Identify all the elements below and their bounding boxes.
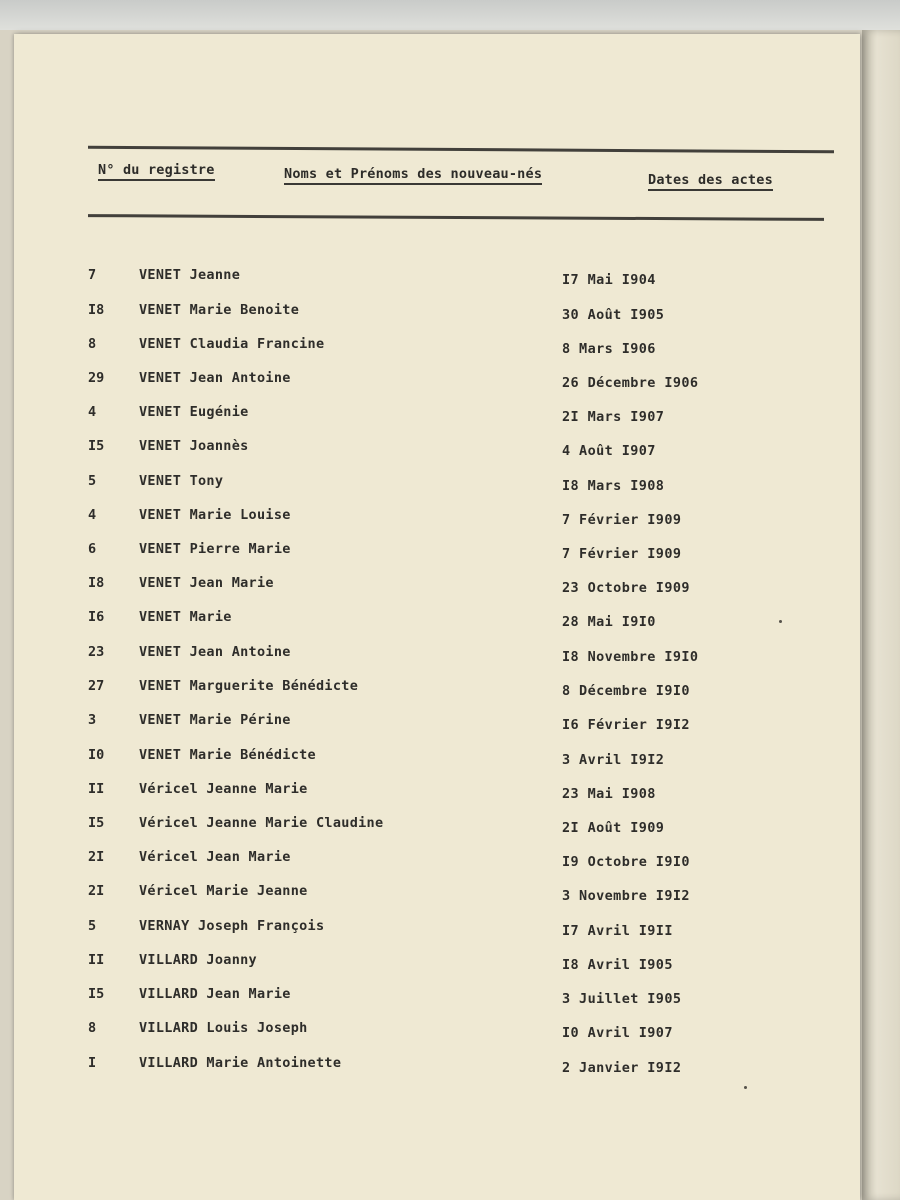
act-date: I6 Février I9I2 bbox=[562, 717, 690, 733]
register-row bbox=[14, 883, 860, 907]
register-row bbox=[14, 815, 860, 839]
newborn-name: VENET Marie bbox=[139, 609, 232, 625]
act-date: I8 Avril I905 bbox=[562, 957, 673, 973]
newborn-name: VENET Marie Louise bbox=[139, 507, 291, 523]
act-date: 2 Janvier I9I2 bbox=[562, 1060, 682, 1076]
column-header-names: Noms et Prénoms des nouveau-nés bbox=[284, 166, 542, 185]
act-date: 7 Février I909 bbox=[562, 512, 682, 528]
newborn-name: Véricel Jeanne Marie bbox=[139, 781, 308, 797]
register-row bbox=[14, 712, 860, 736]
newborn-name: VENET Claudia Francine bbox=[139, 336, 325, 352]
newborn-name: VENET Tony bbox=[139, 473, 224, 489]
register-number: 5 bbox=[88, 473, 97, 489]
newborn-name: VENET Jean Antoine bbox=[139, 644, 291, 660]
newborn-name: VILLARD Joanny bbox=[139, 952, 257, 968]
register-number: 27 bbox=[88, 678, 105, 694]
newborn-name: VENET Joannès bbox=[139, 438, 249, 454]
ink-speck bbox=[744, 1086, 747, 1089]
act-date: 30 Août I905 bbox=[562, 307, 665, 323]
register-row bbox=[14, 404, 860, 428]
act-date: I8 Mars I908 bbox=[562, 478, 665, 494]
newborn-name: VENET Pierre Marie bbox=[139, 541, 291, 557]
register-number: 3 bbox=[88, 712, 97, 728]
register-row bbox=[14, 781, 860, 805]
newborn-name: VILLARD Jean Marie bbox=[139, 986, 291, 1002]
act-date: 8 Décembre I9I0 bbox=[562, 683, 690, 699]
register-number: I8 bbox=[88, 302, 105, 318]
table-surface bbox=[0, 0, 900, 30]
newborn-name: VENET Marie Benoite bbox=[139, 302, 300, 318]
newborn-name: Véricel Marie Jeanne bbox=[139, 883, 308, 899]
newborn-name: VENET Marie Périne bbox=[139, 712, 291, 728]
act-date: 2I Août I909 bbox=[562, 820, 665, 836]
register-number: 29 bbox=[88, 370, 105, 386]
register-number: 8 bbox=[88, 1020, 97, 1036]
register-row bbox=[14, 438, 860, 462]
register-row bbox=[14, 952, 860, 976]
act-date: 3 Novembre I9I2 bbox=[562, 888, 690, 904]
ink-speck bbox=[779, 620, 782, 623]
register-row bbox=[14, 267, 860, 291]
register-row bbox=[14, 302, 860, 326]
register-number: I bbox=[88, 1055, 97, 1071]
register-number: 6 bbox=[88, 541, 97, 557]
newborn-name: VENET Marguerite Bénédicte bbox=[139, 678, 359, 694]
register-number: I5 bbox=[88, 438, 105, 454]
act-date: 2I Mars I907 bbox=[562, 409, 665, 425]
register-entries bbox=[14, 34, 860, 1200]
newborn-name: Véricel Jean Marie bbox=[139, 849, 291, 865]
register-row bbox=[14, 678, 860, 702]
column-header-register-number: N° du registre bbox=[98, 162, 215, 181]
register-number: I5 bbox=[88, 986, 105, 1002]
column-header-dates: Dates des actes bbox=[648, 172, 773, 191]
typed-register-page bbox=[14, 34, 860, 1200]
register-row bbox=[14, 849, 860, 873]
register-row bbox=[14, 507, 860, 531]
newborn-name: VENET Jean Antoine bbox=[139, 370, 291, 386]
act-date: 7 Février I909 bbox=[562, 546, 682, 562]
act-date: 8 Mars I906 bbox=[562, 341, 656, 357]
register-number: 2I bbox=[88, 883, 105, 899]
act-date: 23 Mai I908 bbox=[562, 786, 656, 802]
newborn-name: VERNAY Joseph François bbox=[139, 918, 325, 934]
register-number: 5 bbox=[88, 918, 97, 934]
register-number: II bbox=[88, 781, 105, 797]
register-row bbox=[14, 541, 860, 565]
register-number: 2I bbox=[88, 849, 105, 865]
newborn-name: Véricel Jeanne Marie Claudine bbox=[139, 815, 384, 831]
register-number: I0 bbox=[88, 747, 105, 763]
register-number: 23 bbox=[88, 644, 105, 660]
act-date: 3 Avril I9I2 bbox=[562, 752, 665, 768]
act-date: I0 Avril I907 bbox=[562, 1025, 673, 1041]
act-date: 28 Mai I9I0 bbox=[562, 614, 656, 630]
act-date: 3 Juillet I905 bbox=[562, 991, 682, 1007]
act-date: I8 Novembre I9I0 bbox=[562, 649, 699, 665]
act-date: 4 Août I907 bbox=[562, 443, 656, 459]
act-date: I7 Mai I904 bbox=[562, 272, 656, 288]
register-number: 4 bbox=[88, 507, 97, 523]
register-row bbox=[14, 1020, 860, 1044]
newborn-name: VENET Marie Bénédicte bbox=[139, 747, 316, 763]
register-number: 4 bbox=[88, 404, 97, 420]
act-date: 26 Décembre I906 bbox=[562, 375, 699, 391]
register-row bbox=[14, 1055, 860, 1079]
register-row bbox=[14, 473, 860, 497]
register-number: I5 bbox=[88, 815, 105, 831]
act-date: 23 Octobre I909 bbox=[562, 580, 690, 596]
register-row bbox=[14, 644, 860, 668]
newborn-name: VENET Eugénie bbox=[139, 404, 249, 420]
register-row bbox=[14, 575, 860, 599]
register-row bbox=[14, 918, 860, 942]
act-date: I9 Octobre I9I0 bbox=[562, 854, 690, 870]
newborn-name: VILLARD Marie Antoinette bbox=[139, 1055, 342, 1071]
register-number: II bbox=[88, 952, 105, 968]
newborn-name: VENET Jeanne bbox=[139, 267, 241, 283]
register-row bbox=[14, 336, 860, 360]
register-number: 7 bbox=[88, 267, 97, 283]
register-number: I8 bbox=[88, 575, 105, 591]
register-row bbox=[14, 747, 860, 771]
newborn-name: VENET Jean Marie bbox=[139, 575, 274, 591]
underlying-sheet bbox=[862, 30, 900, 1200]
register-number: I6 bbox=[88, 609, 105, 625]
register-row bbox=[14, 370, 860, 394]
register-row bbox=[14, 986, 860, 1010]
register-row bbox=[14, 609, 860, 633]
register-number: 8 bbox=[88, 336, 97, 352]
newborn-name: VILLARD Louis Joseph bbox=[139, 1020, 308, 1036]
act-date: I7 Avril I9II bbox=[562, 923, 673, 939]
